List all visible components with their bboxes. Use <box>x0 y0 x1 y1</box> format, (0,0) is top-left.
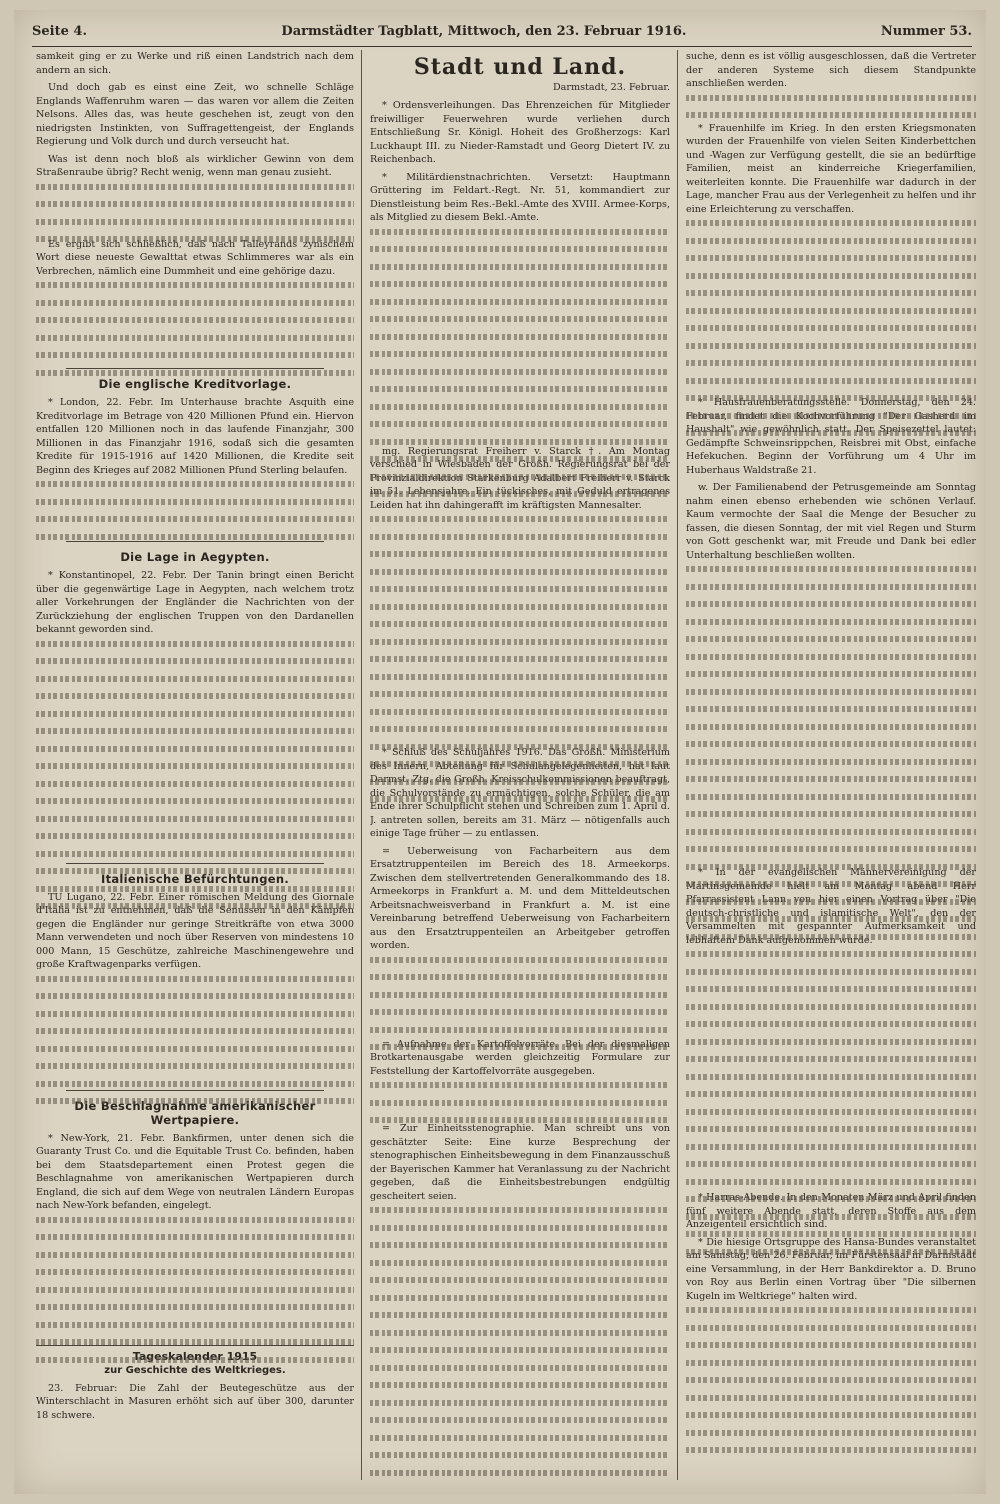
article-schluss-schuljahr: * Schluß des Schuljahres 1916. Das Großh. Ministerium des Innern, Abteilung für Schulangelegenheiten, hat laut Darmst. Ztg. die Großh. Kreisschulkommissionen beauftragt, die Schulvorstände zu ermächtigen, solche Schüler, die am Ende ihrer Schulpflicht stehen und Schreiben zum 1. April d. J. antreten sollen, bereits am 31. März — nötigenfalls auch einige Tage früher — zu entlassen. <box>370 747 670 839</box>
column-2 <box>370 50 670 1480</box>
illegible-text-block <box>370 1082 670 1122</box>
illegible-text-block <box>686 951 976 1191</box>
headline-beschlagnahme: Die Beschlagnahme amerikanischer Wertpapiere. <box>74 1098 316 1127</box>
article-freiherr-starck: mg. Regierungsrat Freiherr v. Starck †. Am Montag verschied in Wiesbaden der Großh. Regierungsrat bei der Provinzialdirektion Starkenburg Adalbert Freiherr v. Starck im 51. Lebensjahre. Ein tückisches, mit Geduld ertragenes Leiden hat ihn dahingerafft im kräftigsten Mannesalter. <box>370 445 670 511</box>
article-facharbeiter: = Ueberweisung von Facharbeitern aus dem Ersatztruppenteilen im Bereich des 18. Armeekorps. Zwischen dem stellvertretenden Generalkommando des 18. Armeekorps in Frankfurt a. M. und dem Mitteldeutschen Arbeitsnachweisverband in Frankfurt a. M. ist eine Vereinbarung betreffend Ueberweisung von Facharbeitern aus den Ersatztruppenteilen an Arbeitgeber getroffen worden. <box>370 845 670 951</box>
illegible-text-block <box>36 282 354 362</box>
article-militaerdienst: * Militärdienstnachrichten. Versetzt: Hauptmann Grüttering im Feldart.-Regt. Nr. 51, kommandiert zur Dienstleistung beim Res.-Bekl.-Amte des XVIII. Armee-Korps, als Mitglied zu diesem Bekl.-Amte. <box>370 171 670 223</box>
intro-paragraph-3: Was ist denn noch bloß als wirklicher Gewinn von dem Straßenraube übrig? Recht wenig, wenn man genau zusieht. <box>36 153 354 178</box>
illegible-text-block <box>370 1207 670 1467</box>
article-beschlagnahme: * New-York, 21. Febr. Bankfirmen, unter denen sich die Guaranty Trust Co. und die Equitable Trust Co. befinden, haben bei dem Staatsdepartement einen Protest gegen die Beschlagnahme von amerikanischen Wertpapieren durch England, die sich auf dem Wege von neutralen Ländern Europas nach New-York befanden, eingelegt. <box>36 1132 354 1211</box>
column-divider-2 <box>677 50 678 1480</box>
headline-kreditvorlage: Die englische Kreditvorlage. <box>98 377 292 391</box>
illegible-text-block <box>36 1217 354 1337</box>
continued-paragraph: suche, denn es ist völlig ausgeschlossen, daß die Vertreter der anderen Systeme sich diesem Standpunkte anschließen werden. <box>686 51 976 89</box>
illegible-text-block <box>686 95 976 122</box>
calendar-entry: 23. Februar: Die Zahl der Beutegeschütze aus der Winterschlacht in Masuren erhöht sich auf über 300, darunter 18 schwere. <box>36 1382 354 1421</box>
column-divider-1 <box>361 50 362 1480</box>
article-hansa-bund: * Die hiesige Ortsgruppe des Hansa-Bundes veranstaltet am Samstag, den 26. Februar, im Fürstensaal in Darmstadt eine Versammlung, in der Herr Bankdirektor a. D. Bruno von Roy aus Berlin einen Vortrag über "Die silbernen Kugeln im Weltkriege" halten wird. <box>686 1236 976 1302</box>
article-kartoffelvorraete: = Aufnahme der Kartoffelvorräte. Bei der diesmaligen Brotkartenausgabe werden gleichzeitig Formulare zur Feststellung der Kartoffelvorräte ausgegeben. <box>370 1038 670 1077</box>
illegible-text-block <box>686 220 976 396</box>
section-title-stadt-und-land: Stadt und Land. <box>413 54 627 80</box>
illegible-text-block <box>686 1307 976 1427</box>
article-einheitsstenographie: = Zur Einheitsstenographie. Man schreibt uns von geschätzter Seite: Eine kurze Besprechung der stenographischen Einheitsbewegung in dem Finanzausschuß der Bayerischen Kammer hat Veranlassung zu der Nachricht gegeben, daß die Einheitsbestrebungen endgültig gescheitert seien. <box>370 1123 670 1202</box>
article-hausfrauenberatung: * Hausfrauenberatungsstelle. Donnerstag, den 24. Februar, findet die Kochvorführung "Der Gasherd im Haushalt" wie gewöhnlich statt. Der Speisezettel lautet: Gedämpfte Schweinsrippchen, Reisbrei mit Obst, einfache Hefekuchen. Beginn der Vorführung um 4 Uhr im Huberhaus Waldstraße 21. <box>686 397 976 476</box>
article-italienische: TU Lugano, 22. Febr. Einer römischen Meldung des Giornale d'Italia ist zu entnehmen, daß die Senussen in den Kämpfen gegen die Engländer nur geringe Streitkräfte von etwa 3000 Mann verwendeten und noch über Reserven von mindestens 10 000 Mann, 15 Geschütze, zahlreiche Maschinengewehre und große Kraftwagenparks verfügen. <box>36 891 354 970</box>
column-3 <box>686 50 976 1480</box>
illegible-text-block <box>370 957 670 1038</box>
illegible-text-block <box>36 481 354 535</box>
article-petrusgemeinde: w. Der Familienabend der Petrusgemeinde am Sonntag nahm einen ebenso erhebenden wie schönen Verlauf. Kaum vermochte der Saal die Menge der Besucher zu fassen, die diesen Sonntag, der mit viel Regen und Sturm von Gott geschenkt war, mit Freude und Dank bei edler Unterhaltung beschließen wollten. <box>686 482 976 561</box>
article-harras-abende: * Harras-Abende. In den Monaten März und April finden fünf weitere Abende statt, deren Stoffe aus dem Anzeigenteil ersichtlich sind. <box>686 1192 976 1230</box>
masthead <box>32 24 972 46</box>
issue-number: Nummer 53. <box>880 24 972 39</box>
calendar-subtitle: zur Geschichte des Weltkrieges. <box>104 1364 286 1376</box>
article-aegypten: * Konstantinopel, 22. Febr. Der Tanin bringt einen Bericht über die gegenwärtige Lage in Aegypten, nach welchem trotz aller Vorkehrungen der Engländer die Nachrichten von der Zurückziehung der englischen Truppen von den Dardanellen bekannt geworden sind. <box>36 570 354 635</box>
article-maennervereinigung: * In der evangelischen Männervereinigung der Martinsgemeinde hielt am Montag abend Herr Pfarrassistent Lann von hier einen Vortrag über "Die deutsch-christliche und islamitische Welt", den der Versammelten mit gespannter Aufmerksamkeit und lebhaftem Dank aufgenommen wurde. <box>686 867 976 946</box>
illegible-text-block <box>36 184 354 238</box>
illegible-text-block <box>36 976 354 1084</box>
newspaper-title-date: Darmstädter Tagblatt, Mittwoch, den 23. Februar 1916. <box>281 24 687 39</box>
newspaper-page <box>14 10 986 1494</box>
calendar-title: Tageskalender 1915 <box>132 1349 258 1363</box>
dateline: Darmstadt, 23. Februar. <box>552 82 670 93</box>
intro-paragraph-4: Es ergibt sich schließlich, daß nach Talleyrands zynischem Wort diese neueste Gewalttat etwas Schlimmeres war als ein Verbrechen, nämlich eine Dummheit und eine gehörige dazu. <box>36 238 354 277</box>
illegible-text-block <box>36 641 354 857</box>
headline-italienische: Italienische Befürchtungen. <box>101 871 289 886</box>
masthead-rule <box>32 46 972 47</box>
illegible-text-block <box>686 566 976 866</box>
illegible-text-block <box>370 229 670 445</box>
page-number: Seite 4. <box>32 24 87 39</box>
article-frauenhilfe: * Frauenhilfe im Krieg. In den ersten Kriegsmonaten wurden der Frauenhilfe von vielen Seiten Kinderbettchen und -Wagen zur Verfügung gestellt, die sie an bedürftige Familien, meist an kinderreiche Kriegerfamilien, weiterleiten konnte. Die Frauenhilfe war dadurch in der Lage, mancher Frau aus der Verlegenheit zu helfen und ihr eine Erleichterung zu verschaffen. <box>686 122 976 215</box>
article-ordensverleihungen: * Ordensverleihungen. Das Ehrenzeichen für Mitglieder freiwilliger Feuerwehren wurde verliehen durch Entschließung Sr. Königl. Hoheit des Großherzogs: Karl Luckhaupt III. zu Nieder-Ramstadt und Georg Dietert IV. zu Reichenbach. <box>370 100 670 165</box>
illegible-text-block <box>370 516 670 746</box>
article-kreditvorlage: * London, 22. Febr. Im Unterhause brachte Asquith eine Kreditvorlage im Betrage von 420 Millionen Pfund ein. Hiervon entfallen 120 Millionen noch in das laufende Finanzjahr, 300 Millionen in das Finanzjahr 1916, sodaß sich die gesamten Kredite für 1915-1916 auf 1420 Millionen, die Kredite seit Beginn des Krieges auf 2082 Millionen Pfund Sterling belaufen. <box>36 397 354 476</box>
intro-paragraph-2: Und doch gab es einst eine Zeit, wo schnelle Schläge Englands Waffenruhm waren — das waren vor allem die Zeiten Nelsons. Alles das, was heute geschehen ist, zeugt von den niedrigsten Instinkten, von Suffragettengeist, der Englands Regierung und Volk durch und durch verseucht hat. <box>36 82 354 147</box>
headline-aegypten: Die Lage in Aegypten. <box>120 550 270 564</box>
intro-paragraph-1: samkeit ging er zu Werke und riß einen Landstrich nach dem andern an sich. <box>36 51 354 76</box>
column-1 <box>36 50 354 1480</box>
